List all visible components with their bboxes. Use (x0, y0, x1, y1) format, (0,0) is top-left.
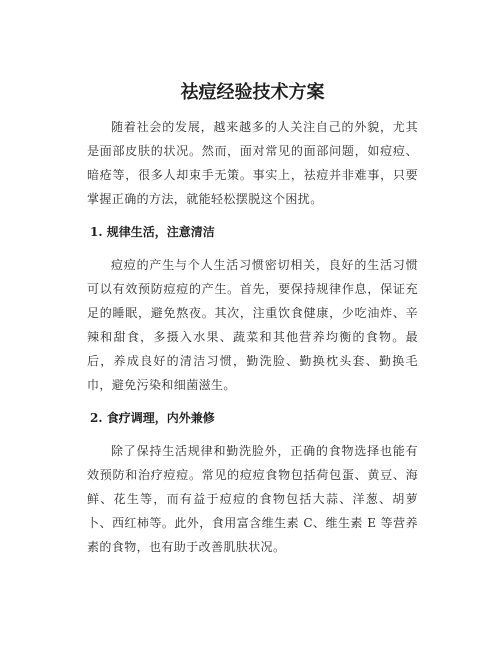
intro-paragraph: 随着社会的发展，越来越多的人关注自己的外貌，尤其是面部皮肤的状况。然而，面对常见的面部问题，如痘痘、暗疮等，很多人却束手无策。事实上，祛痘并非难事，只要掌握正确的方法，就能轻松摆脱这个困扰。 (87, 120, 418, 206)
section-body-1: 痘痘的产生与个人生活习惯密切相关，良好的生活习惯可以有效预防痘痘的产生。首先，要保持规律作息，保证充足的睡眠，避免熬夜。其次，注重饮食健康，少吃油炸、辛辣和甜食，多摄入水果、蔬菜和其他营养均衡的食物。最后，养成良好的清洁习惯，勤洗脸、勤换枕头套、勤换毛巾，避免污染和细菌滋生。 (87, 258, 418, 392)
document-title: 祛痘经验技术方案 (180, 82, 325, 103)
section-heading-2: 2. 食疗调理，内外兼修 (90, 411, 215, 425)
section-body-2: 除了保持生活规律和勤洗脸外，正确的食物选择也能有效预防和治疗痘痘。常见的痘痘食物包括荷包蛋、黄豆、海鲜、花生等，而有益于痘痘的食物包括大蒜、洋葱、胡萝卜、西红柿等。此外，食用富含维生素 C、维生素 E 等营养素的食物，也有助于改善肌肤状况。 (87, 444, 418, 554)
section-heading-1: 1. 规律生活，注意清洁 (90, 225, 215, 239)
